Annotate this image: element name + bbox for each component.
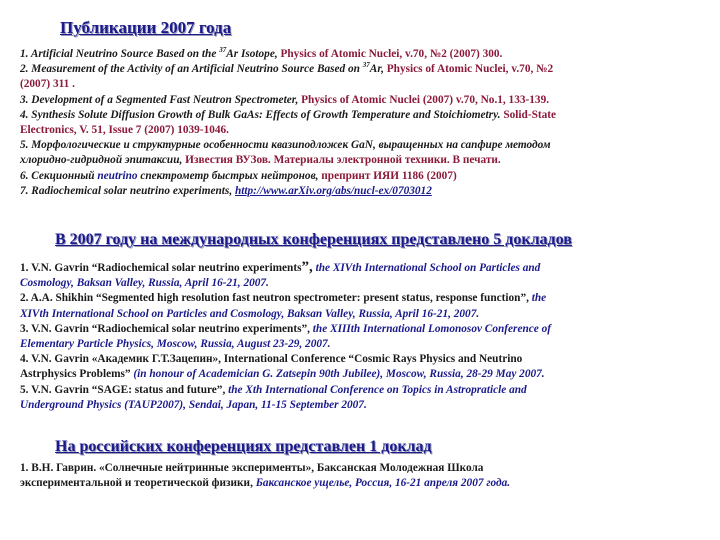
intl-talk-5-cont: Underground Physics (TAUP2007), Sendai, Japan, 11-15 September 2007. xyxy=(20,398,367,411)
ru-talk-1: 1. В.Н. Гаврин. «Солнечные нейтринные эксперименты», Баксанская Молодежная Школа xyxy=(20,462,484,474)
intl-talk-1-cont: Cosmology, Baksan Valley, Russia, April 16-21, 2007. xyxy=(20,277,269,290)
publications-list xyxy=(20,47,706,199)
ru-talks-list xyxy=(20,461,706,491)
intl-talk-3: 3. V.N. Gavrin “Radiochemical solar neutrino experiments”, the XIIIth International Lomonosov Conference of xyxy=(20,322,551,335)
publication-5-cont: хлоридно-гидридной эпитаксии, Известия ВУЗов. Материалы электронной техники. В печати. xyxy=(20,154,501,167)
intl-talk-4: 4. V.N. Gavrin «Академик Г.Т.Зацепин», International Conference “Cosmic Rays Physics and Neutrino xyxy=(20,353,523,366)
ru-conferences-heading: На российских конференциях представлен 1 доклад xyxy=(55,438,432,455)
publication-2: 2. Measurement of the Activity of an Artificial Neutrino Source Based on $^{37}$Ar, Physics of Atomic Nuclei, v.70, №2 xyxy=(20,61,554,76)
publications-heading: Публикации 2007 года xyxy=(60,18,232,37)
intl-count: 5 докладов xyxy=(493,231,572,248)
publication-3: 3. Development of a Segmented Fast Neutron Spectrometer, Physics of Atomic Nuclei (2007) v.70, No.1, 133-139. xyxy=(20,93,550,106)
arxiv-link[interactable]: http://www.arXiv.org/abs/nucl-ex/0703012 xyxy=(234,184,432,197)
intl-talk-2-cont: XIVth International School on Particles and Cosmology, Baksan Valley, Russia, April 16-21, 2007. xyxy=(20,307,480,320)
publication-5: 5. Морфологические и структурные особенности квазиподложек GaN, выращенных на сапфире методом xyxy=(20,139,551,152)
publication-4: 4. Synthesis Solute Diffusion Growth of Bulk GaAs: Effects of Growth Temperature and Stoichiometry. Solid-State xyxy=(20,108,557,121)
intl-talks-list xyxy=(20,260,706,413)
publication-6: 6. Секционный neutrino спектрометр быстрых нейтронов, препринт ИЯИ 1186 (2007) xyxy=(20,169,457,182)
publication-7: 7. Radiochemical solar neutrino experiments, http://www.arXiv.org/abs/nucl-ex/0703012 xyxy=(20,184,432,197)
publication-1: 1. Artificial Neutrino Source Based on the $^{37}$Ar Isotope, Physics of Atomic Nuclei, v.70, №2 (2007) 300. xyxy=(20,46,503,60)
intl-talk-4-cont: Astrphysics Problems” (in honour of Academician G. Zatsepin 90th Jubilee), Moscow, Russia, 28-29 May 2007. xyxy=(20,368,545,381)
publication-4-cont: Electronics, V. 51, Issue 7 (2007) 1039-1046. xyxy=(20,124,229,137)
ru-count: 1 доклад xyxy=(369,438,432,455)
intl-talk-5: 5. V.N. Gavrin “SAGE: status and future”, the Xth International Conference on Topics in Astropraticle and xyxy=(20,383,527,396)
publication-2-cont: (2007) 311 . xyxy=(20,78,75,91)
ru-talk-1-cont: экспериментальной и теоретической физики, Баксанское ущелье, Россия, 16-21 апреля 2007 года. xyxy=(20,477,511,490)
intl-talk-3-cont: Elementary Particle Physics, Moscow, Russia, August 23-29, 2007. xyxy=(20,338,331,351)
intl-talk-1: 1. V.N. Gavrin “Radiochemical solar neutrino experiments”, the XIVth International School on Particles and xyxy=(20,259,541,275)
intl-conferences-heading: В 2007 году на международных конференциях представлено 5 докладов xyxy=(55,231,572,248)
intl-talk-2: 2. A.A. Shikhin “Segmented high resolution fast neutron spectrometer: present status, response function”, the xyxy=(20,292,547,305)
